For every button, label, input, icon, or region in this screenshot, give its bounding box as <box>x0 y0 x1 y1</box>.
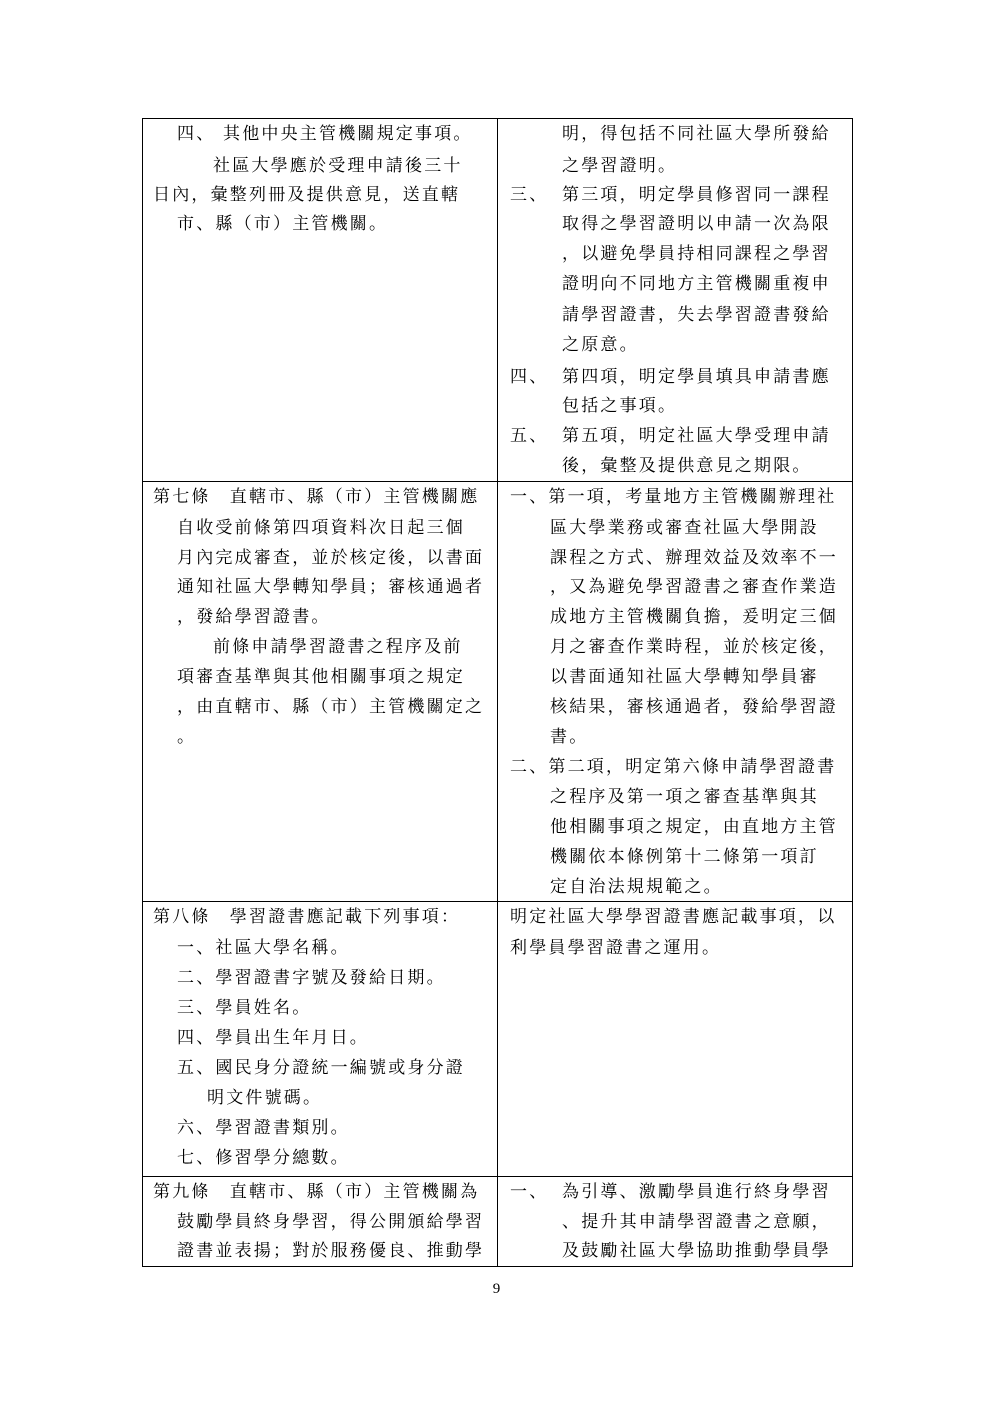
text-line: 四、學員出生年月日。 <box>177 1028 369 1048</box>
text-line: 證明向不同地方主管機關重複申 <box>562 274 831 294</box>
text-line: 鼓勵學員終身學習，得公開頒給學習 <box>177 1212 485 1232</box>
text-line: 第五項，明定社區大學受理申請 <box>562 426 831 446</box>
provision-text-cell <box>143 902 498 1177</box>
text-line: 日內，彙整列冊及提供意見，送直轄 <box>153 185 461 205</box>
text-line: 他相關事項之規定，由直地方主管 <box>550 817 838 837</box>
text-line: 。 <box>177 727 197 747</box>
text-line: 第三項，明定學員修習同一課程 <box>562 185 831 205</box>
text-line: 項審查基準與其他相關事項之規定 <box>177 667 465 687</box>
text-line: 之學習證明。 <box>562 156 678 176</box>
list-marker: 四、 <box>510 367 549 387</box>
text-line: 四、 其他中央主管機關規定事項。 <box>177 124 473 144</box>
text-line: 六、學習證書類別。 <box>177 1118 350 1138</box>
text-line: ，發給學習證書。 <box>177 607 331 627</box>
text-line: 月內完成審查，並於核定後，以書面 <box>177 548 485 568</box>
provision-text-cell <box>143 1177 498 1267</box>
text-line: 明定社區大學學習證書應記載事項，以 <box>510 907 837 927</box>
text-line: 請學習證書，失去學習證書發給 <box>562 305 831 325</box>
text-line: 及鼓勵社區大學協助推動學員學 <box>562 1241 831 1261</box>
text-line: 七、修習學分總數。 <box>177 1148 350 1168</box>
text-line: 自收受前條第四項資料次日起三個 <box>177 518 465 538</box>
explanation-text-cell <box>498 902 853 1177</box>
table-row <box>143 482 853 902</box>
text-line: 後，彙整及提供意見之期限。 <box>562 456 812 476</box>
text-line: 第七條 直轄市、縣（市）主管機關應 <box>153 487 480 507</box>
text-line: ，又為避免學習證書之審查作業造 <box>550 577 838 597</box>
table-row <box>143 119 853 482</box>
text-line: 之原意。 <box>562 335 639 355</box>
text-line: 月之審查作業時程，並於核定後， <box>550 637 838 657</box>
text-line: 課程之方式、辦理效益及效率不一 <box>550 548 838 568</box>
explanation-text-cell <box>498 482 853 902</box>
text-line: 五、國民身分證統一編號或身分證 <box>177 1058 465 1078</box>
text-line: ，由直轄市、縣（市）主管機關定之 <box>177 697 485 717</box>
text-line: 區大學業務或審查社區大學開設 <box>550 518 819 538</box>
text-line: 證書並表揚；對於服務優良、推動學 <box>177 1241 485 1261</box>
text-line: 第八條 學習證書應記載下列事項： <box>153 907 461 927</box>
table-row <box>143 1177 853 1267</box>
text-line: 二、學習證書字號及發給日期。 <box>177 968 446 988</box>
text-line: 前條申請學習證書之程序及前 <box>213 637 463 657</box>
text-line: 成地方主管機關負擔，爰明定三個 <box>550 607 838 627</box>
text-line: 機關依本條例第十二條第一項訂 <box>550 847 819 867</box>
provision-text-cell <box>143 119 498 482</box>
table-row <box>143 902 853 1177</box>
list-marker: 五、 <box>510 426 549 446</box>
explanation-text-cell <box>498 119 853 482</box>
text-line: 明文件號碼。 <box>207 1088 323 1108</box>
text-line: 通知社區大學轉知學員；審核通過者 <box>177 577 485 597</box>
text-line: 三、學員姓名。 <box>177 998 312 1018</box>
text-line: ，以避免學員持相同課程之學習 <box>562 244 831 264</box>
provision-text-cell <box>143 482 498 902</box>
text-line: 市、縣（市）主管機關。 <box>177 214 389 234</box>
text-line: 、提升其申請學習證書之意願， <box>562 1212 831 1232</box>
text-line: 二、第二項，明定第六條申請學習證書 <box>510 757 837 777</box>
text-line: 第四項，明定學員填具申請書應 <box>562 367 831 387</box>
text-line: 定自治法規規範之。 <box>550 877 723 897</box>
text-line: 明，得包括不同社區大學所發給 <box>562 124 831 144</box>
list-marker: 一、 <box>510 1182 549 1202</box>
text-line: 核結果，審核通過者，發給學習證 <box>550 697 838 717</box>
text-line: 社區大學應於受理申請後三十 <box>213 156 463 176</box>
text-line: 一、第一項，考量地方主管機關辦理社 <box>510 487 837 507</box>
text-line: 取得之學習證明以申請一次為限 <box>562 214 831 234</box>
text-line: 書。 <box>550 727 589 747</box>
text-line: 為引導、激勵學員進行終身學習 <box>562 1182 831 1202</box>
page-number: 9 <box>492 1281 501 1297</box>
text-line: 利學員學習證書之運用。 <box>510 938 722 958</box>
text-line: 包括之事項。 <box>562 396 678 416</box>
text-line: 之程序及第一項之審查基準與其 <box>550 787 819 807</box>
text-line: 以書面通知社區大學轉知學員審 <box>550 667 819 687</box>
text-line: 一、社區大學名稱。 <box>177 938 350 958</box>
explanation-text-cell <box>498 1177 853 1267</box>
list-marker: 三、 <box>510 185 549 205</box>
regulation-comparison-table <box>142 118 853 1267</box>
text-line: 第九條 直轄市、縣（市）主管機關為 <box>153 1182 480 1202</box>
